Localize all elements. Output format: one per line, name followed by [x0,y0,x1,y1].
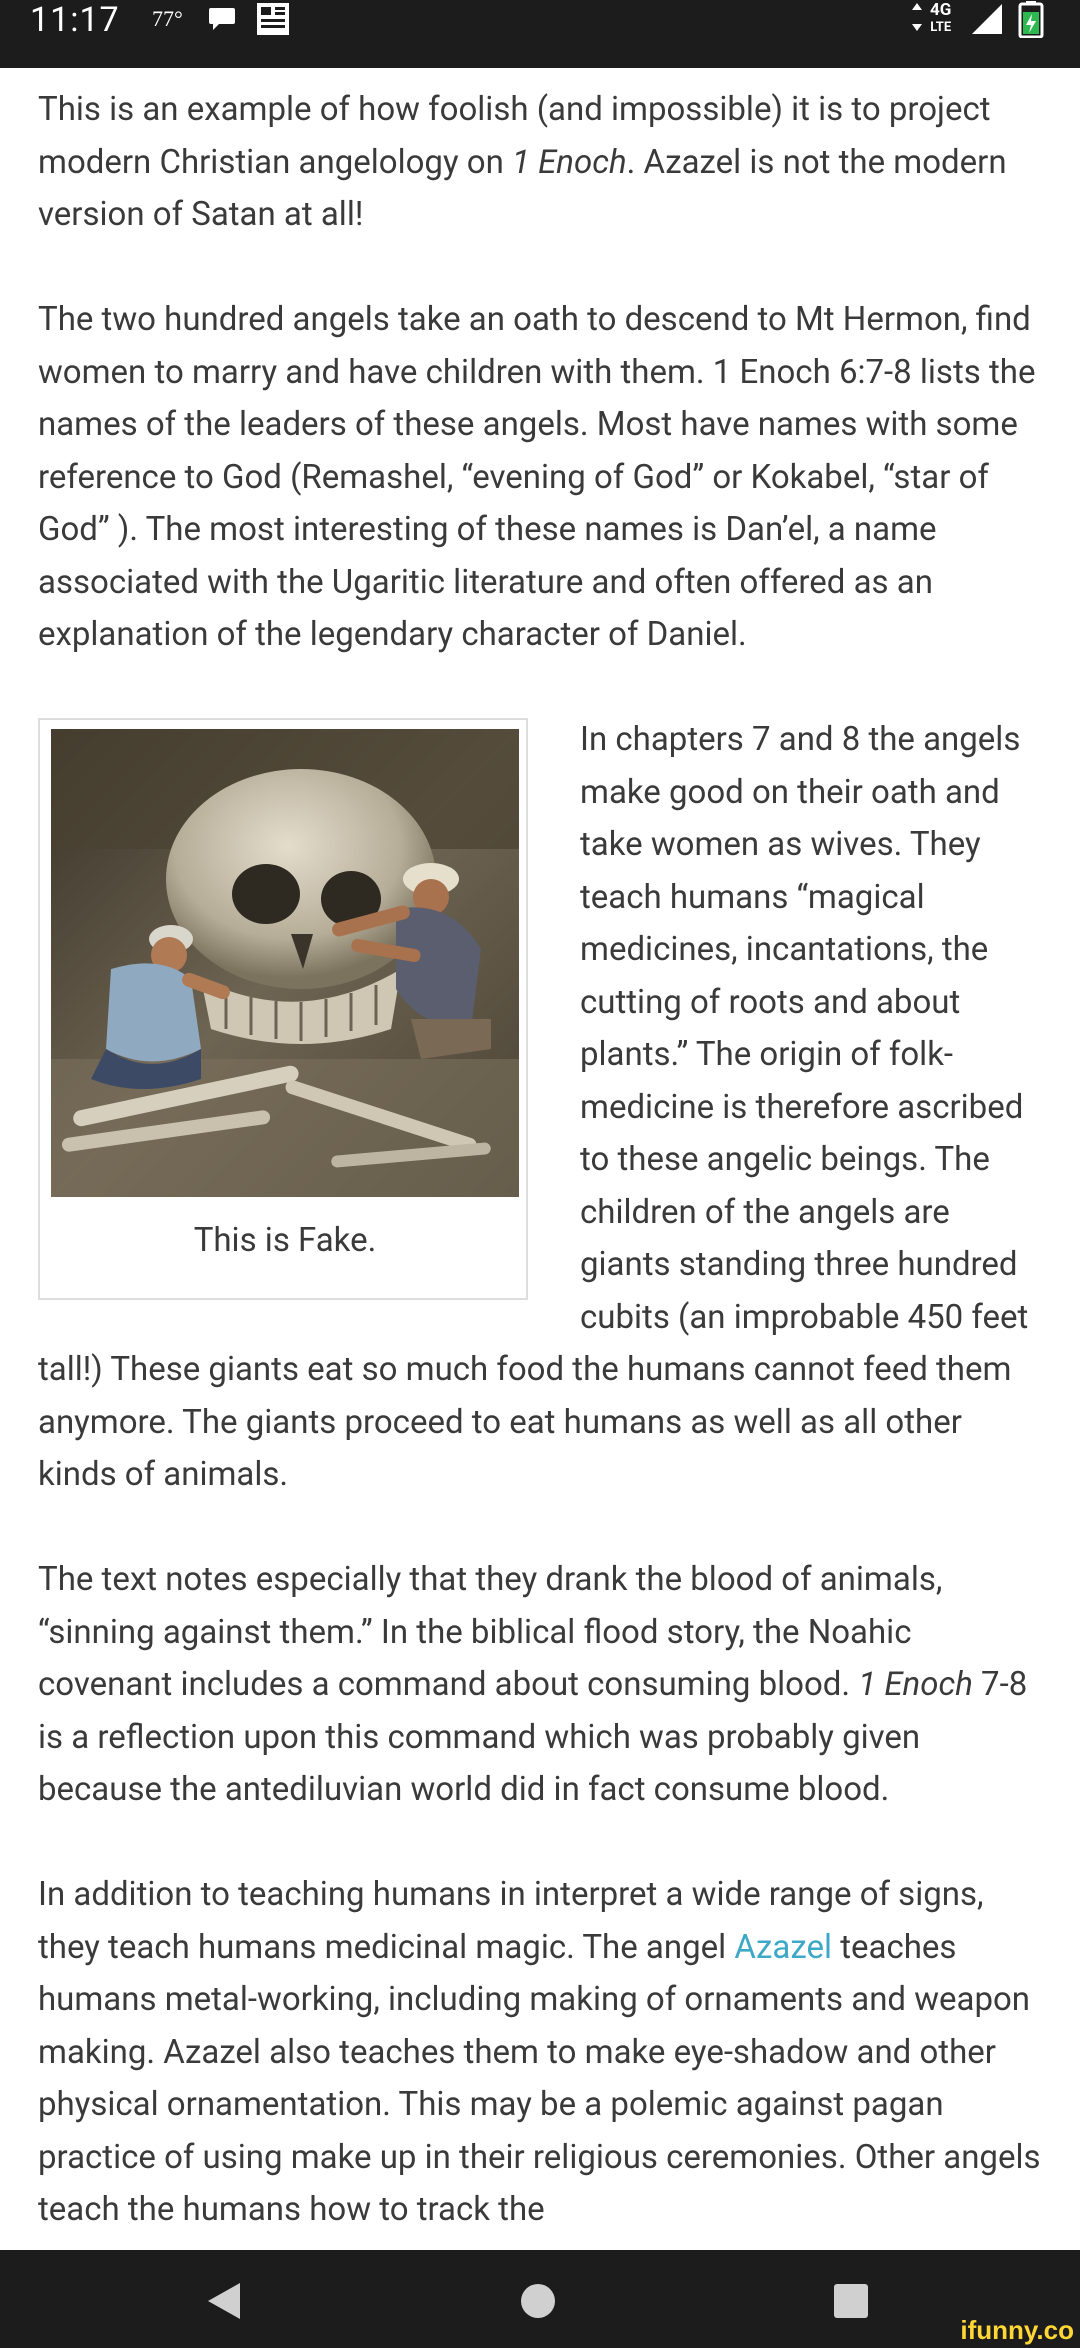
article-content[interactable] [38,68,1048,2250]
chat-bubble-icon [207,6,237,32]
network-arrows-icon [910,2,924,32]
paragraph-5: In addition to teaching humans in interpret a wide range of signs, they teach humans medicinal magic. The angel Azazel teaches humans metal-working, including making of ornaments and weapon making. Azazel also teaches them to make eye-shadow and other physical ornamentation. This may be a polemic against pagan practice of using make up in their religious ceremonies. Other angels teach the humans how to track the [38,1875,1041,2229]
paragraph-3: In chapters 7 and 8 the angels make good on their oath and take women as wives. They teach humans “magical medicines, incantations, the cutting of roots and about plants.” The origin of folk-medicine is therefore ascribed to these angelic beings. The children of the angels are giants standing three hundred cubits (an improbable 450 feet tall!) These giants eat so much food the humans cannot feed them anymore. The giants proceed to eat humans as well as all other kinds of animals. [38,720,1029,1494]
giant-skull-photo [51,729,519,1197]
status-temperature: 77° [152,6,183,31]
home-icon[interactable] [520,2283,556,2319]
paragraph-1: This is an example of how foolish (and impossible) it is to project modern Christian angelology on 1 Enoch. Azazel is not the modern version of Satan at all! [38,90,1007,234]
figure [38,718,528,1300]
network-type-label: 4G LTE [930,0,952,35]
navigation-bar [0,2250,1080,2348]
paragraph-4: The text notes especially that they drank the blood of animals, “sinning against them.” In the biblical flood story, the Noahic covenant includes a command about consuming blood. 1 Enoch 7-8 is a reflection upon this command which was probably given because the antediluvian world did in fact consume blood. [38,1560,1028,1809]
back-icon[interactable] [206,2281,242,2321]
ifunny-watermark: ifunny.co [960,2315,1074,2345]
recents-icon[interactable] [833,2283,869,2319]
paragraph-2: The two hundred angels take an oath to descend to Mt Hermon, find women to marry and have children with them. 1 Enoch 6:7-8 lists the names of the leaders of these angels. Most have names with some reference to God (Remashel, “evening of God” or Kokabel, “star of God” ). The most interesting of these names is Dan’el, a name associated with the Ugaritic literature and often offered as an explanation of the legendary character of Daniel. [38,300,1036,654]
battery-charging-icon [1018,0,1044,38]
news-grid-icon [256,2,290,36]
signal-icon [970,2,1004,36]
figure-caption: This is Fake. [193,1221,377,1260]
status-bar [0,0,1080,68]
azazel-link[interactable]: Azazel [734,1927,833,1967]
status-time: 11:17 [30,0,120,40]
